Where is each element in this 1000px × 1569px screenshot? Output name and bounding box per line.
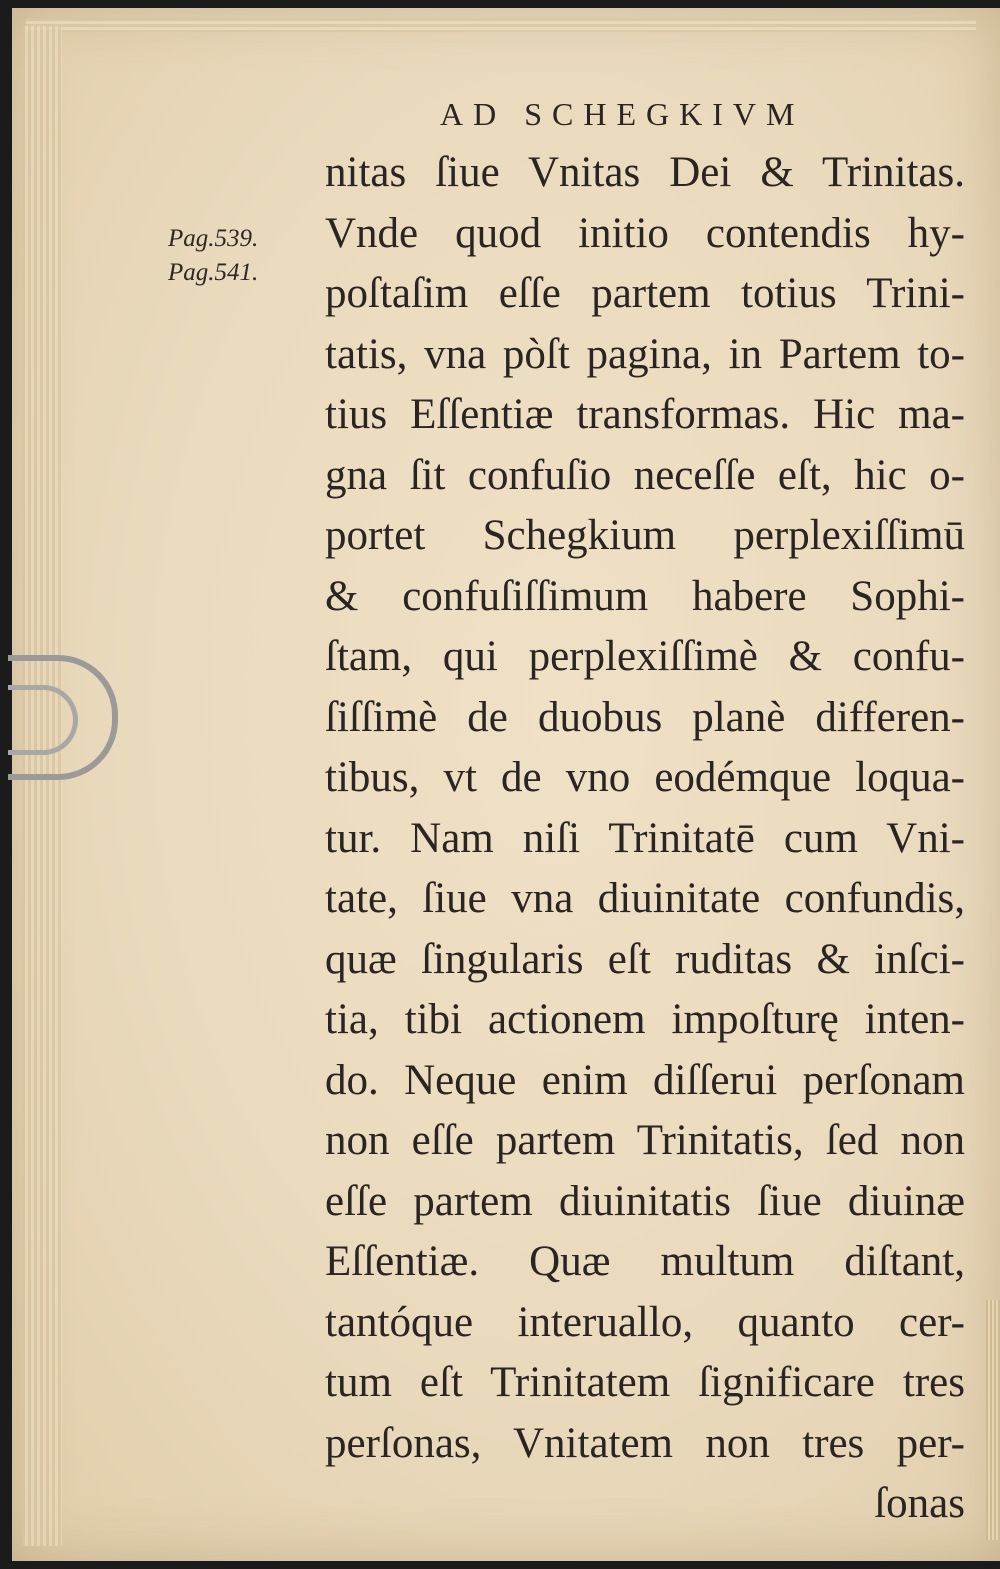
margin-note: Pag.541.: [168, 259, 259, 286]
text-line: ſiſſimè de duobus planè differen-: [325, 693, 965, 741]
text-line: non eſſe partem Trinitatis, ſed non: [325, 1117, 965, 1164]
page-stack-right-edge: [986, 1300, 1000, 1540]
text-line: tibus, vt de vno eodémque loqua-: [325, 754, 965, 801]
running-header: AD SCHEGKIVM: [440, 96, 805, 132]
text-line: & confuſiſſimum habere Sophi-: [325, 572, 965, 620]
text-line: tum eſt Trinitatem ſignificare tres: [325, 1359, 965, 1406]
text-line: portet Schegkium perplexiſſimū: [325, 512, 965, 559]
page-stack-left-edge: [22, 26, 62, 1546]
paperclip-inner-loop: [8, 685, 78, 755]
text-line: Vnde quod initio contendis hy-: [325, 209, 965, 257]
text-line: gna ſit confuſio neceſſe eſt, hic o-: [325, 451, 965, 499]
text-line: ſtam, qui perplexiſſimè & confu-: [325, 633, 965, 680]
text-line: tur. Nam niſi Trinitatē cum Vni-: [325, 814, 965, 862]
body-text: [325, 143, 965, 1535]
margin-notes: [168, 222, 298, 290]
text-line: tius Eſſentiæ transformas. Hic ma-: [325, 391, 965, 438]
margin-note: Pag.539.: [168, 225, 259, 252]
text-line: tia, tibi actionem impoſturę inten-: [325, 996, 965, 1043]
text-line: Eſſentiæ. Quæ multum diſtant,: [325, 1238, 965, 1285]
text-line: do. Neque enim diſſerui perſonam: [325, 1056, 965, 1104]
text-line: nitas ſiue Vnitas Dei & Trinitas.: [325, 149, 965, 196]
text-line: tatis, vna pòſt pagina, in Partem to-: [325, 330, 965, 378]
page-stack-top-edge: [26, 18, 976, 32]
text-line: perſonas, Vnitatem non tres per-: [325, 1419, 965, 1467]
text-line: tate, ſiue vna diuinitate confundis,: [325, 875, 965, 922]
text-line: tantóque interuallo, quanto cer-: [325, 1298, 965, 1346]
catchword: ſonas: [874, 1480, 965, 1527]
text-line: eſſe partem diuinitatis ſiue diuinæ: [325, 1177, 965, 1225]
text-line: quæ ſingularis eſt ruditas & inſci-: [325, 935, 965, 983]
text-line: poſtaſim eſſe partem totius Trini-: [325, 270, 965, 317]
